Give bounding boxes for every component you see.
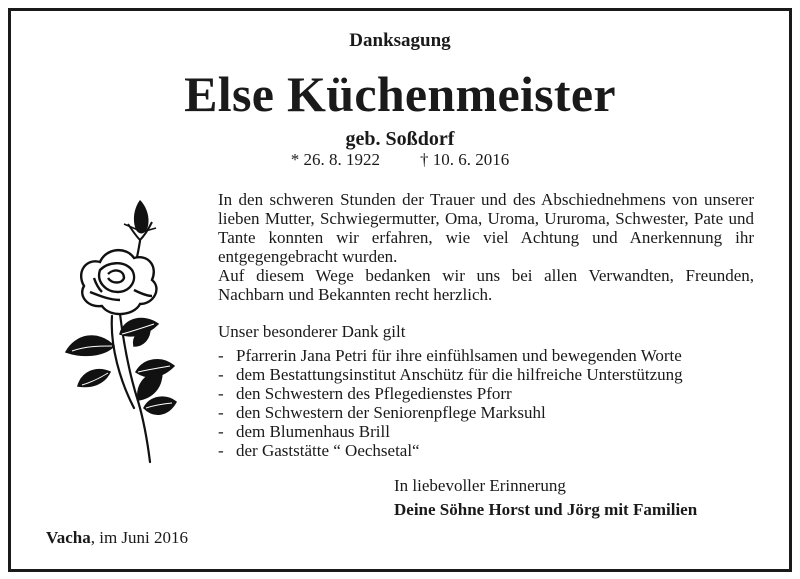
list-marker: - [218, 422, 224, 441]
maiden-name: geb. Soßdorf [345, 128, 455, 150]
list-item: - dem Blumenhaus Brill [218, 422, 390, 441]
list-marker: - [218, 365, 224, 384]
death-date: † 10. 6. 2016 [420, 150, 510, 169]
list-marker: - [218, 346, 224, 365]
list-item: - den Schwestern des Pflegedienstes Pforr [218, 384, 512, 403]
life-dates [0, 150, 800, 170]
date-line: , im Juni 2016 [90, 528, 189, 547]
list-marker: - [218, 384, 224, 403]
deceased-name: Else Küchenmeister [184, 66, 616, 122]
rose-illustration-icon [50, 196, 200, 466]
paragraph-gratitude: In den schweren Stunden der Trauer und des Abschiednehmens von unserer lieben Mutter, Schwiegermutter, Oma, Uroma, Ururoma, Schwester, Pate und Tante konnten wir erfahren, wie viel Achtung und Anerkennung ihr entgegengebracht wurden. [218, 190, 754, 266]
signature: Deine Söhne Horst und Jörg mit Familien [394, 500, 698, 519]
thanks-list [218, 346, 683, 460]
memory-line: In liebevoller Erinnerung [394, 476, 566, 495]
list-item: - der Gaststätte “ Oechsetal“ [218, 441, 420, 460]
list-item: - den Schwestern der Seniorenpflege Marksuhl [218, 403, 546, 422]
heading: Danksagung [349, 30, 451, 51]
list-item: - Pfarrerin Jana Petri für ihre einfühlsamen und bewegenden Worte [218, 346, 682, 365]
list-marker: - [218, 441, 224, 460]
list-marker: - [218, 403, 224, 422]
place-date [46, 528, 188, 548]
list-item: - dem Bestattungsinstitut Anschütz für die hilfreiche Unterstützung [218, 365, 683, 384]
paragraph-thanks: Auf diesem Wege bedanken wir uns bei allen Verwandten, Freunden, Nachbarn und Bekannten recht herzlich. [218, 266, 754, 304]
birth-date: * 26. 8. 1922 [290, 150, 380, 169]
thanks-intro: Unser besonderer Dank gilt [218, 322, 406, 341]
place-name: Vacha [46, 528, 91, 547]
